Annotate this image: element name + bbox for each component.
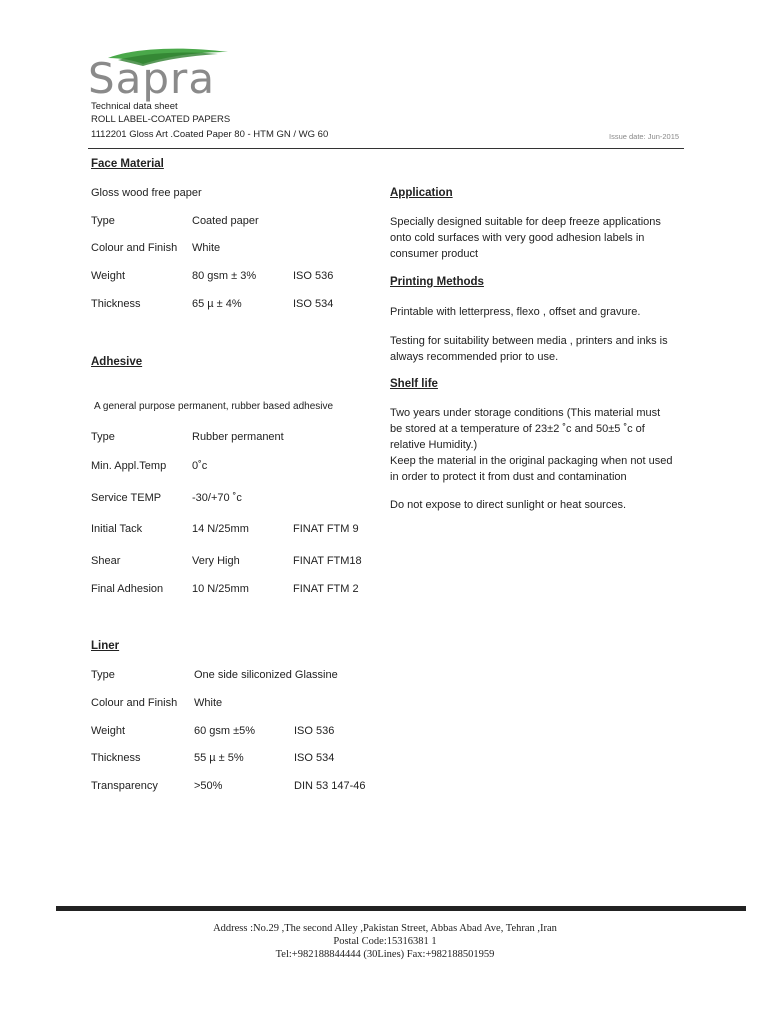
adhesive-type-label: Type — [91, 431, 115, 443]
adhesive-title: Adhesive — [91, 356, 143, 368]
liner-thickness-value: 55 µ ± 5% — [194, 752, 244, 764]
adhesive-tack-std: FINAT FTM 9 — [293, 523, 359, 535]
sunlight-note: Do not expose to direct sunlight or heat sources. — [390, 499, 627, 511]
adhesive-tack-value: 14 N/25mm — [192, 523, 249, 535]
adhesive-service-label: Service TEMP — [91, 492, 162, 504]
face-type-label: Type — [91, 215, 115, 227]
shelf-life-lead: Two years under storage conditions (This material must — [390, 407, 661, 419]
liner-thickness-std: ISO 534 — [294, 752, 335, 764]
adhesive-final-value: 10 N/25mm — [192, 583, 249, 595]
liner-weight-std: ISO 536 — [294, 725, 335, 737]
adhesive-type-value: Rubber permanent — [192, 431, 284, 443]
footer-divider — [56, 906, 746, 911]
liner-weight-label: Weight — [91, 725, 126, 737]
storage-note: Keep the material in the original packaging when not used in order to protect it from dust and contamination — [390, 455, 673, 483]
liner-transparency-value: >50% — [194, 780, 223, 792]
face-colour-label: Colour and Finish — [91, 242, 178, 254]
liner-type-value: One side siliconized Glassine — [194, 669, 338, 681]
adhesive-final-std: FINAT FTM 2 — [293, 583, 359, 595]
printing-methods-title: Printing Methods — [390, 276, 484, 288]
adhesive-service-value: -30/+70 ˚c — [192, 492, 242, 504]
footer-postal: Postal Code:15316381 1 — [333, 936, 437, 947]
footer-contact: Tel:+982188844444 (30Lines) Fax:+982188501959 — [275, 949, 495, 960]
company-logo — [88, 46, 240, 103]
issue-date: Issue date: Jun-2015 — [609, 132, 680, 141]
face-weight-value: 80 gsm ± 3% — [192, 270, 257, 282]
footer-address: Address :No.29 ,The second Alley ,Pakistan Street, Abbas Abad Ave, Tehran ,Iran — [213, 923, 557, 934]
testing-note: Testing for suitability between media , printers and inks is always recommended prior to use. — [390, 335, 668, 363]
product-category: ROLL LABEL-COATED PAPERS — [91, 114, 231, 125]
face-material-subtitle: Gloss wood free paper — [91, 187, 202, 199]
liner-weight-value: 60 gsm ±5% — [194, 725, 256, 737]
liner-colour-value: White — [194, 697, 223, 709]
liner-colour-label: Colour and Finish — [91, 697, 178, 709]
adhesive-shear-label: Shear — [91, 555, 121, 567]
adhesive-mintemp-label: Min. Appl.Temp — [91, 460, 167, 472]
liner-transparency-label: Transparency — [91, 780, 158, 792]
liner-title: Liner — [91, 640, 120, 652]
adhesive-mintemp-value: 0˚c — [192, 460, 208, 472]
face-thickness-value: 65 µ ± 4% — [192, 298, 242, 310]
face-thickness-label: Thickness — [91, 298, 141, 310]
face-type-value: Coated paper — [192, 215, 259, 227]
liner-transparency-std: DIN 53 147-46 — [294, 780, 366, 792]
liner-thickness-label: Thickness — [91, 752, 141, 764]
adhesive-shear-std: FINAT FTM18 — [293, 555, 362, 567]
shelf-life-text: be stored at a temperature of 23±2 ˚c and 50±5 ˚c of relative Humidity.) — [390, 423, 645, 451]
doc-type: Technical data sheet — [91, 101, 178, 112]
printing-methods-text: Printable with letterpress, flexo , offset and gravure. — [390, 306, 641, 318]
shelf-life-title: Shelf life — [390, 378, 438, 390]
adhesive-subtitle: A general purpose permanent, rubber based adhesive — [94, 401, 334, 412]
application-title: Application — [390, 187, 453, 199]
logo-wordmark: Sapra — [88, 54, 216, 103]
face-material-title: Face Material — [91, 158, 164, 170]
face-thickness-std: ISO 534 — [293, 298, 334, 310]
face-colour-value: White — [192, 242, 221, 254]
product-code: 1112201 Gloss Art .Coated Paper 80 - HTM GN / WG 60 — [91, 129, 329, 140]
face-weight-label: Weight — [91, 270, 126, 282]
liner-type-label: Type — [91, 669, 115, 681]
adhesive-tack-label: Initial Tack — [91, 523, 143, 535]
face-weight-std: ISO 536 — [293, 270, 334, 282]
application-text: Specially designed suitable for deep freeze applications onto cold surfaces with very good adhesion labels in consumer product — [390, 216, 661, 260]
adhesive-shear-value: Very High — [192, 555, 240, 567]
header-divider — [88, 148, 684, 149]
adhesive-final-label: Final Adhesion — [91, 583, 164, 595]
